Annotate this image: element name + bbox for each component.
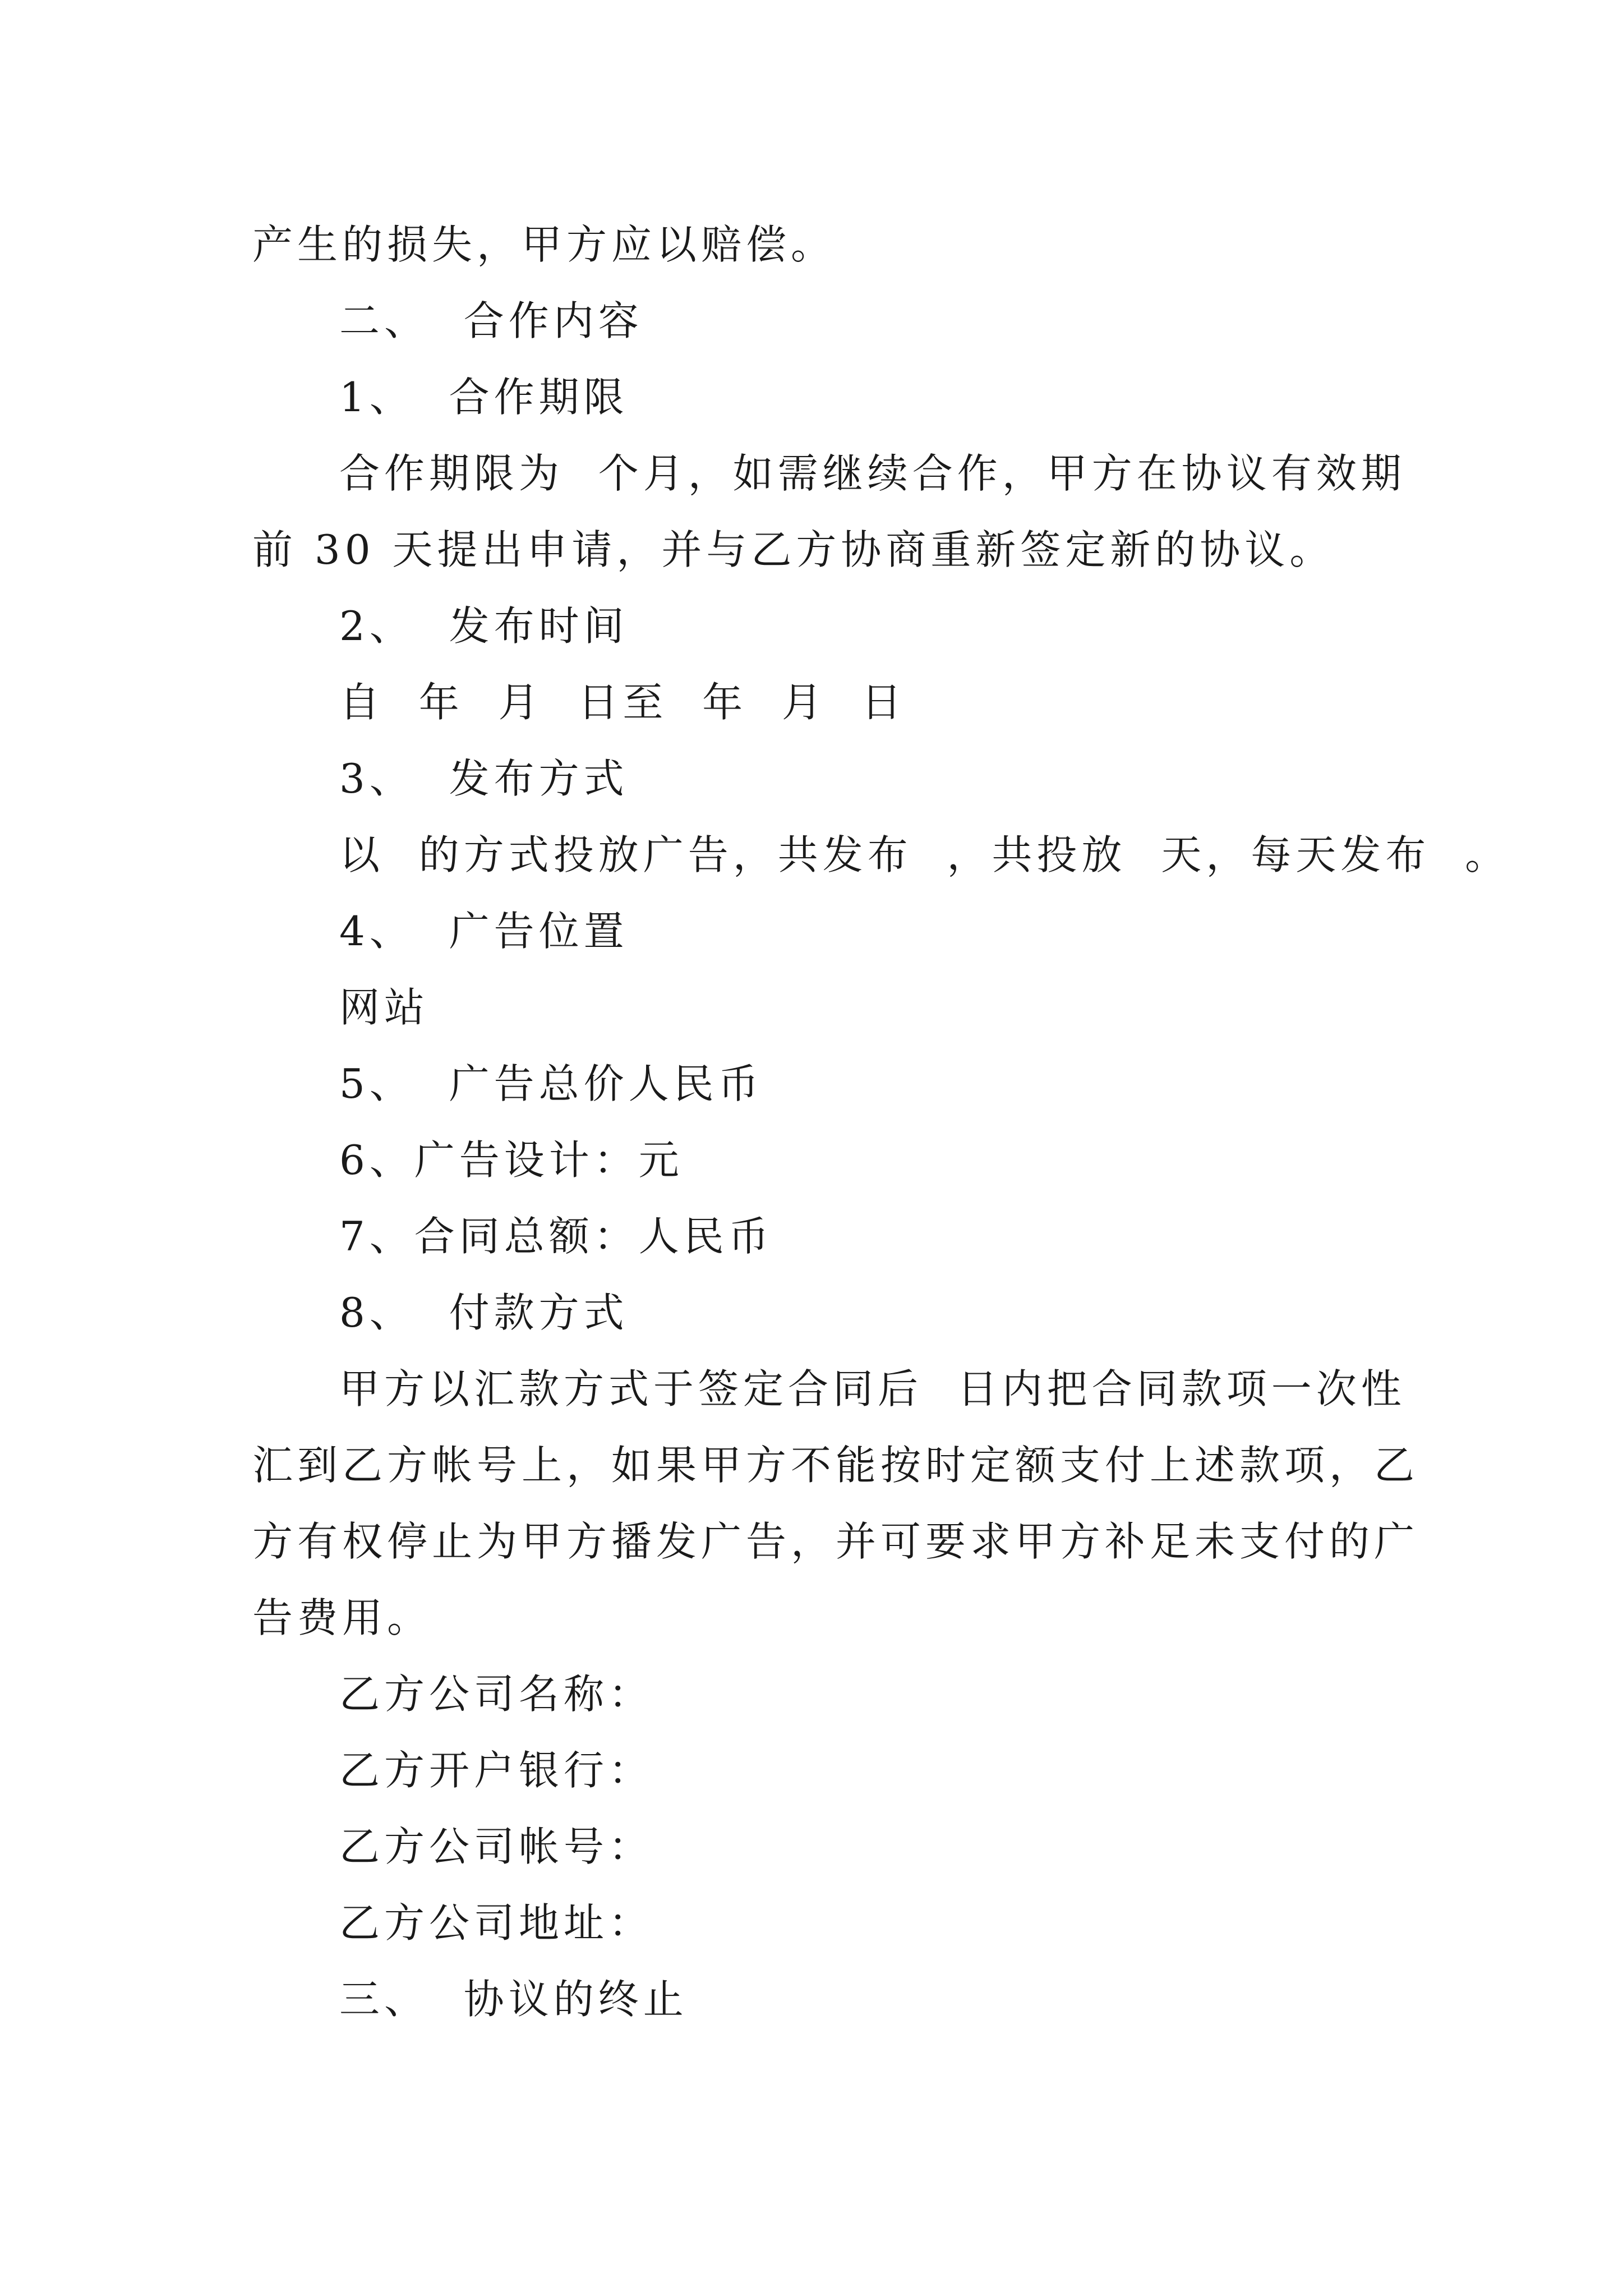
item-heading: 3、 发布方式	[339, 755, 629, 802]
item-heading: 2、 发布时间	[339, 602, 629, 650]
text-line: 告费用。	[252, 1594, 432, 1641]
text-line: 方有权停止为甲方播发广告，并可要求甲方补足未支付的广	[252, 1518, 1419, 1565]
field-label: 乙方公司帐号：	[339, 1823, 654, 1870]
field-label: 乙方公司名称：	[339, 1671, 654, 1718]
text-line: 甲方以汇款方式于签定合同后 日内把合同款项一次性	[339, 1365, 1406, 1412]
item-heading: 7、合同总额：人民币	[339, 1213, 773, 1260]
text-line: 网站	[339, 984, 430, 1031]
text-line: 合作期限为 个月，如需继续合作，甲方在协议有效期	[339, 450, 1406, 497]
text-line: 前 30 天提出申请，并与乙方协商重新签定新的协议。	[252, 526, 1335, 573]
field-label: 乙方开户银行：	[339, 1747, 654, 1794]
item-heading: 4、 广告位置	[339, 908, 629, 955]
field-label: 乙方公司地址：	[339, 1899, 654, 1947]
text-line: 以 的方式投放广告，共发布 ，共投放 天，每天发布 。	[339, 831, 1510, 878]
item-heading: 1、 合作期限	[339, 374, 629, 421]
section-heading: 三、 协议的终止	[339, 1976, 688, 2023]
section-heading: 二、 合作内容	[339, 297, 643, 344]
text-line: 汇到乙方帐号上，如果甲方不能按时定额支付上述款项，乙	[252, 1442, 1419, 1489]
text-line: 产生的损失，甲方应以赔偿。	[252, 221, 836, 268]
text-line: 自 年 月 日至 年 月 日	[339, 679, 906, 726]
item-heading: 5、 广告总价人民币	[339, 1060, 763, 1107]
item-heading: 8、 付款方式	[339, 1289, 629, 1336]
item-heading: 6、广告设计：元	[339, 1137, 684, 1184]
